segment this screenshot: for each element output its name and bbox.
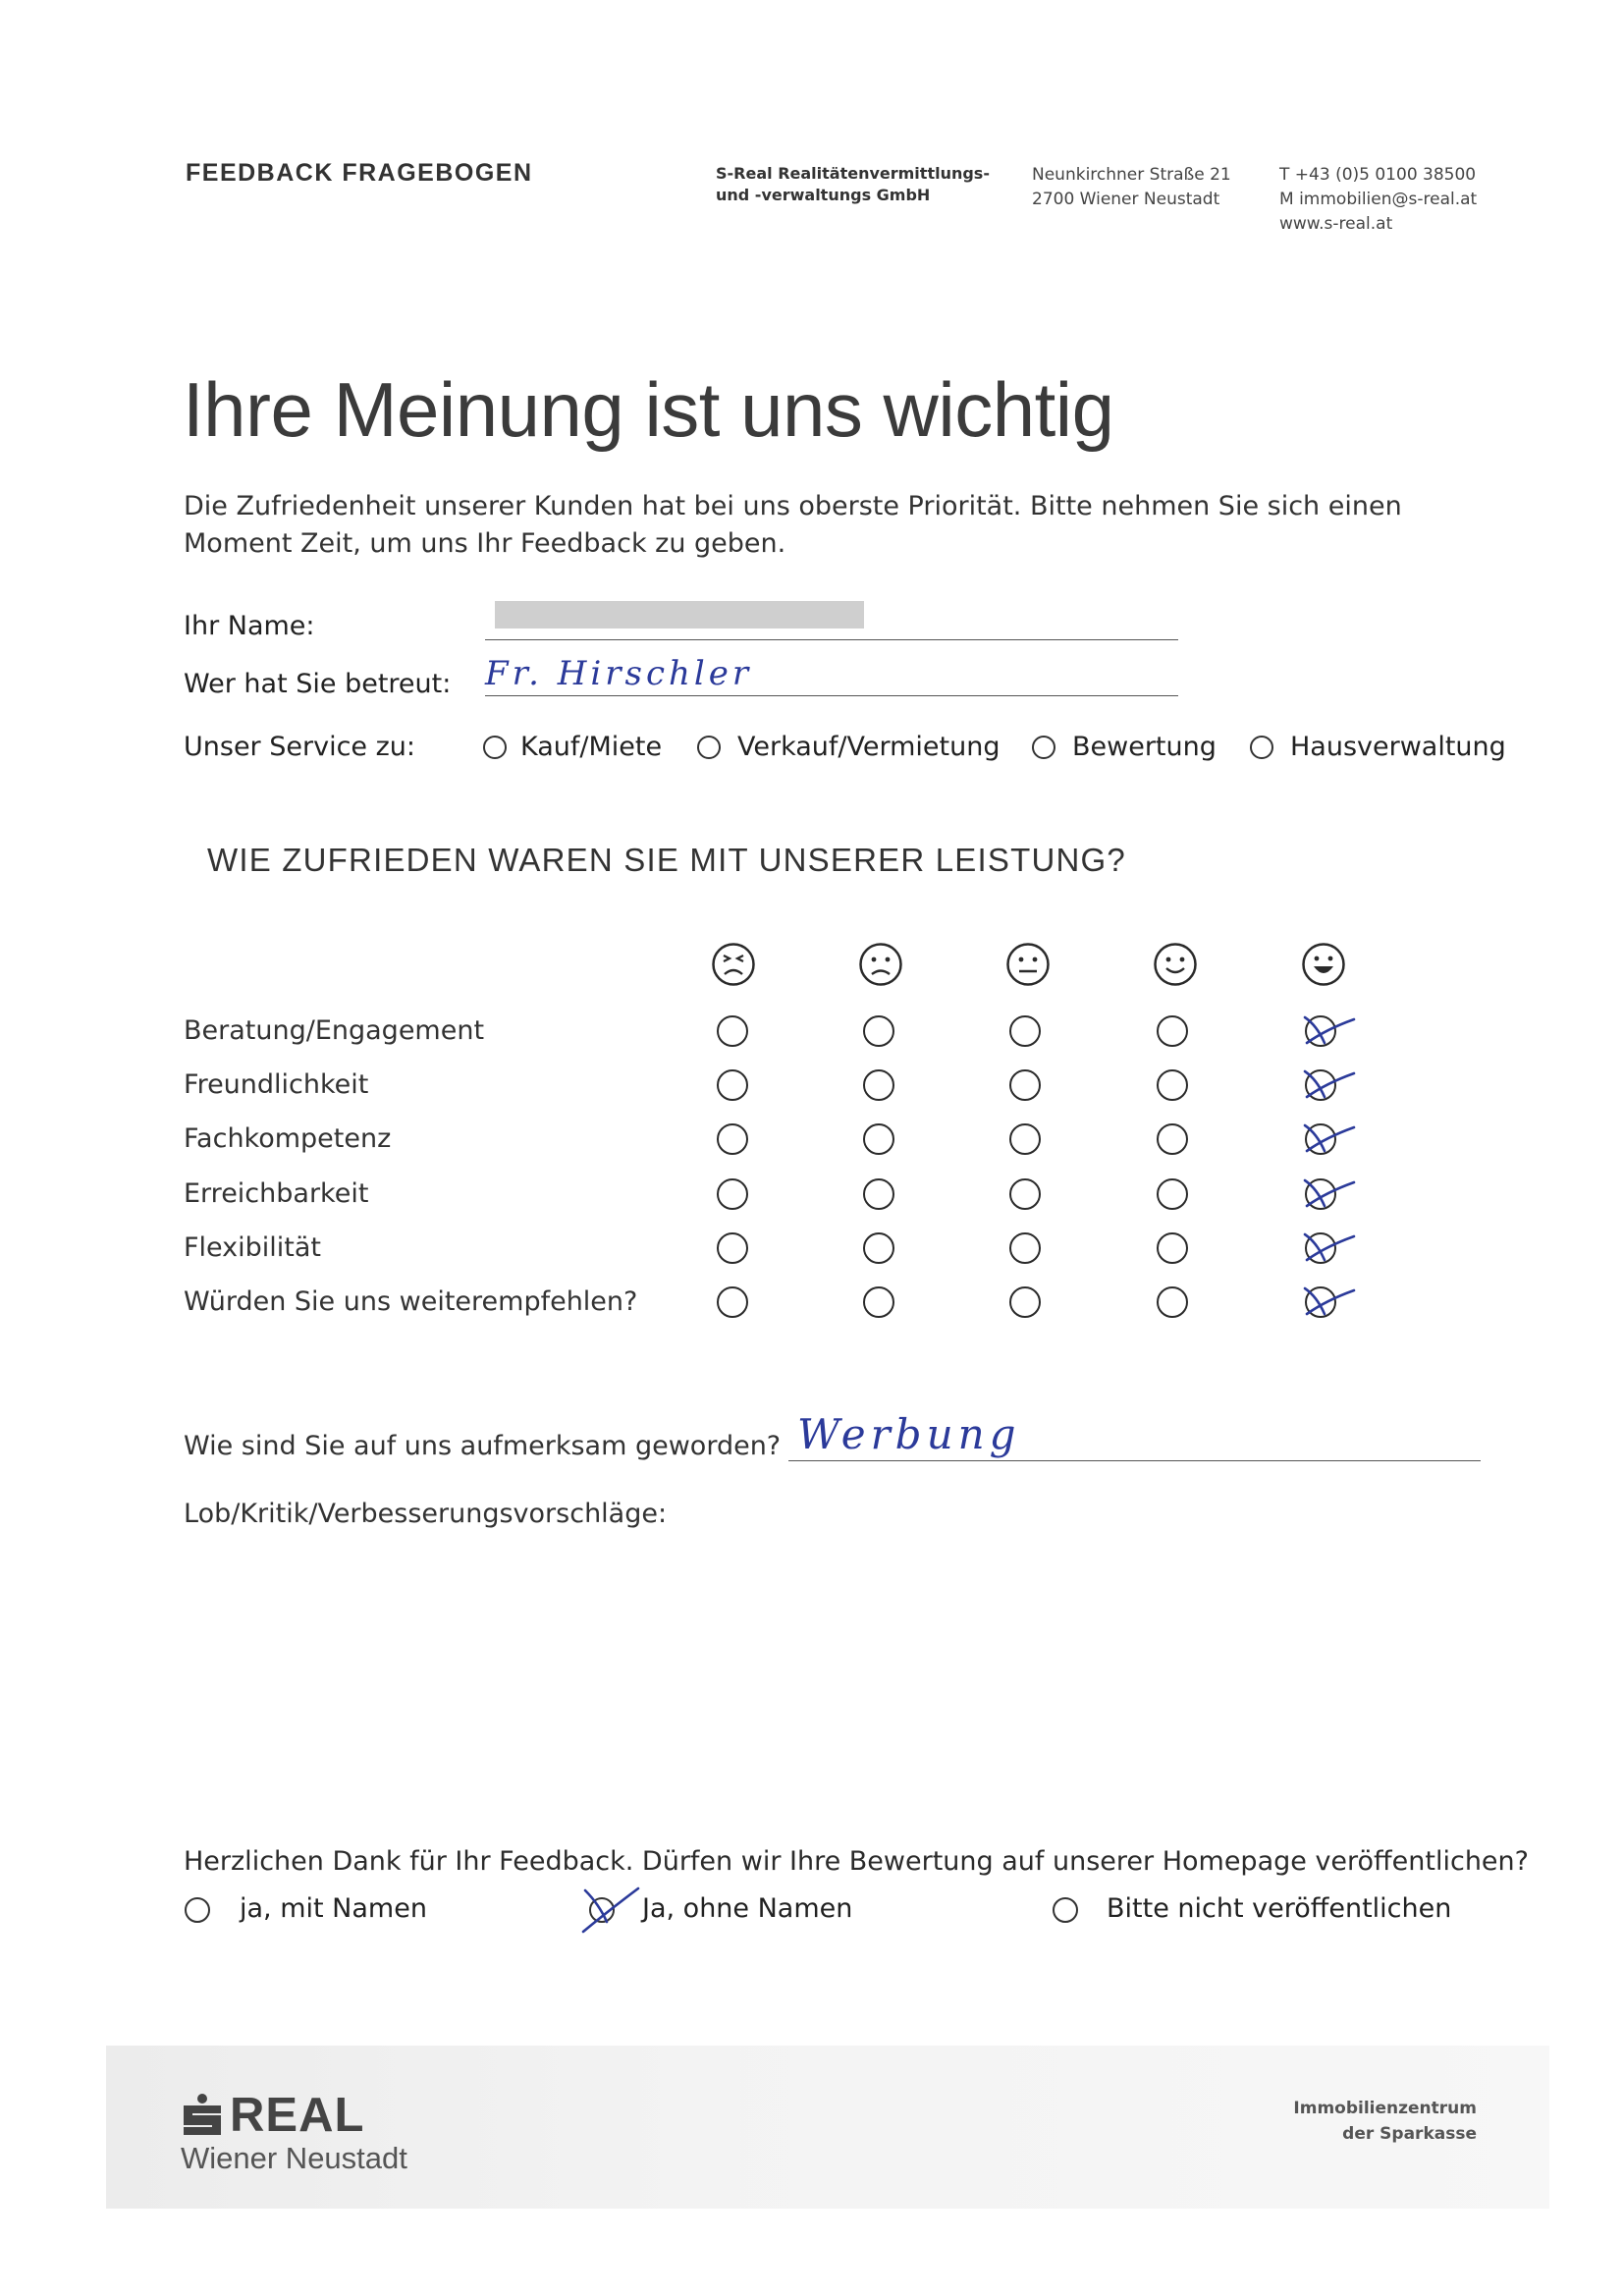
rating-radio[interactable] xyxy=(1157,1069,1188,1101)
tagline-line-1: Immobilienzentrum xyxy=(1293,2099,1477,2118)
radio-hausverwaltung[interactable] xyxy=(1250,736,1273,759)
name-field[interactable] xyxy=(485,639,1178,640)
company-contact xyxy=(1279,163,1477,237)
very-unhappy-face-icon xyxy=(711,942,756,987)
tagline-line-2: der Sparkasse xyxy=(1342,2124,1477,2144)
aware-value: Werbung xyxy=(797,1410,1021,1458)
publish-option-label: Ja, ohne Namen xyxy=(642,1893,853,1924)
rating-radio[interactable] xyxy=(717,1232,748,1264)
rating-radio[interactable] xyxy=(717,1015,748,1047)
rating-row-label: Beratung/Engagement xyxy=(184,1015,485,1046)
betreut-field[interactable] xyxy=(485,695,1178,696)
email: M immobilien@s-real.at xyxy=(1279,190,1478,209)
handwritten-cross-mark xyxy=(1299,1062,1358,1105)
logo-text: REAL xyxy=(230,2089,365,2142)
rating-row-label: Würden Sie uns weiterempfehlen? xyxy=(184,1286,638,1317)
service-option-kauf[interactable] xyxy=(483,736,507,765)
rating-radio[interactable] xyxy=(863,1232,894,1264)
publish-option-label: Bitte nicht veröffentlichen xyxy=(1107,1893,1452,1924)
aware-label: Wie sind Sie auf uns aufmerksam geworden? xyxy=(184,1431,782,1461)
feedback-field[interactable] xyxy=(184,1542,1480,1817)
handwritten-cross-mark xyxy=(1299,1225,1358,1268)
handwritten-cross-mark xyxy=(1299,1279,1358,1322)
logo-city: Wiener Neustadt xyxy=(181,2141,407,2175)
betreut-label: Wer hat Sie betreut: xyxy=(184,669,452,699)
handwritten-cross-mark xyxy=(577,1883,646,1936)
rating-radio[interactable] xyxy=(863,1015,894,1047)
rating-row-label: Erreichbarkeit xyxy=(184,1177,369,1209)
rating-radio[interactable] xyxy=(1009,1232,1041,1264)
handwritten-cross-mark xyxy=(1299,1171,1358,1214)
rating-radio[interactable] xyxy=(1157,1015,1188,1047)
rating-row-label: Flexibilität xyxy=(184,1231,322,1263)
rating-radio[interactable] xyxy=(717,1286,748,1318)
service-option-label: Hausverwaltung xyxy=(1290,732,1506,762)
neutral-face-icon xyxy=(1005,942,1051,987)
very-happy-face-icon xyxy=(1301,942,1346,987)
radio-kauf[interactable] xyxy=(483,736,507,759)
footer-tagline xyxy=(1267,2096,1477,2147)
rating-radio[interactable] xyxy=(1157,1232,1188,1264)
rating-radio[interactable] xyxy=(1009,1286,1041,1318)
company-line-2: und -verwaltungs GmbH xyxy=(716,186,931,204)
publish-radio[interactable] xyxy=(185,1897,210,1923)
radio-bewertung[interactable] xyxy=(1032,736,1055,759)
rating-row-label: Freundlichkeit xyxy=(184,1069,369,1101)
rating-question: WIE ZUFRIEDEN WAREN SIE MIT UNSERER LEISTUNG? xyxy=(207,842,1126,878)
rating-radio[interactable] xyxy=(1009,1123,1041,1155)
handwritten-cross-mark xyxy=(1299,1116,1358,1159)
betreut-value: Fr. Hirschler xyxy=(485,654,753,693)
company-line-1: S-Real Realitätenvermittlungs- xyxy=(716,164,990,183)
rating-radio[interactable] xyxy=(863,1286,894,1318)
phone: T +43 (0)5 0100 38500 xyxy=(1279,165,1477,185)
handwritten-cross-mark xyxy=(1299,1008,1358,1051)
company-name xyxy=(716,163,990,206)
rating-radio[interactable] xyxy=(1009,1069,1041,1101)
publish-radio[interactable] xyxy=(1053,1897,1078,1923)
name-label: Ihr Name: xyxy=(184,611,315,641)
form-title: FEEDBACK FRAGEBOGEN xyxy=(186,159,533,187)
rating-row-label: Fachkompetenz xyxy=(184,1123,392,1155)
website: www.s-real.at xyxy=(1279,214,1393,234)
publish-question: Herzlichen Dank für Ihr Feedback. Dürfen wir Ihre Bewertung auf unserer Homepage veröffentlichen? xyxy=(184,1846,1529,1877)
aware-field[interactable] xyxy=(788,1460,1481,1461)
page-title: Ihre Meinung ist uns wichtig xyxy=(183,366,1114,453)
radio-verkauf[interactable] xyxy=(697,736,721,759)
intro-text: Die Zufriedenheit unserer Kunden hat bei uns oberste Priorität. Bitte nehmen Sie sich einen Moment Zeit, um uns Ihr Feedback zu geben. xyxy=(184,491,1402,559)
address-line-2: 2700 Wiener Neustadt xyxy=(1032,190,1220,209)
company-address xyxy=(1032,163,1231,212)
feedback-label: Lob/Kritik/Verbesserungsvorschläge: xyxy=(184,1499,668,1529)
rating-radio[interactable] xyxy=(717,1178,748,1210)
publish-option-label: ja, mit Namen xyxy=(240,1893,427,1924)
rating-radio[interactable] xyxy=(1009,1178,1041,1210)
address-line-1: Neunkirchner Straße 21 xyxy=(1032,165,1231,185)
rating-radio[interactable] xyxy=(717,1069,748,1101)
rating-radio[interactable] xyxy=(863,1069,894,1101)
rating-radio[interactable] xyxy=(1157,1123,1188,1155)
sparkasse-logo-icon xyxy=(181,2094,224,2135)
unhappy-face-icon xyxy=(858,942,903,987)
service-option-label: Bewertung xyxy=(1072,732,1217,762)
rating-radio[interactable] xyxy=(863,1178,894,1210)
happy-face-icon xyxy=(1153,942,1198,987)
rating-radio[interactable] xyxy=(717,1123,748,1155)
rating-radio[interactable] xyxy=(1009,1015,1041,1047)
redacted-name xyxy=(495,601,864,629)
rating-radio[interactable] xyxy=(863,1123,894,1155)
service-option-label: Kauf/Miete xyxy=(520,732,663,762)
service-option-label: Verkauf/Vermietung xyxy=(737,732,1001,762)
service-label: Unser Service zu: xyxy=(184,732,415,762)
rating-radio[interactable] xyxy=(1157,1286,1188,1318)
rating-radio[interactable] xyxy=(1157,1178,1188,1210)
